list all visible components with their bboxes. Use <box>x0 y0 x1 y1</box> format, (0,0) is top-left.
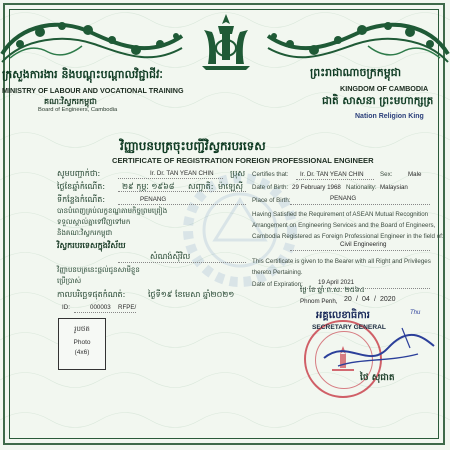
certifies-label: Certifies that: <box>252 171 289 178</box>
field-value: Civil Engineering <box>340 241 387 248</box>
pob-label-km: ទីកន្លែងកំណើត: <box>57 195 106 204</box>
nationality-value-km: ម៉ាឡេស៊ី <box>218 182 243 191</box>
dob-value-km: ២៩ កុម្ភៈ ១៩៦៨ <box>122 182 175 191</box>
photo-size: (4x6) <box>74 349 90 356</box>
dob-label: Date of Birth: <box>252 184 289 191</box>
expiry-value-km: ថ្ងៃទី១៩ ខែមេសា ឆ្នាំ២០២១ <box>148 290 235 299</box>
name-value: Ir. Dr. TAN YEAN CHIN <box>300 171 364 178</box>
pob-value-km-side: PENANG <box>140 196 167 203</box>
nationality-label: Nationality: <box>346 184 377 191</box>
field-underline <box>290 250 430 251</box>
satisfied-text-1: Having Satisfied the Requirement of ASEAN Mutual Recognition <box>252 211 429 218</box>
certificate-title-km: វិញ្ញាបនបត្រចុះបញ្ជីវិស្វករបរទេស <box>120 139 266 153</box>
photo-label-en: Photo <box>73 339 91 346</box>
expiry-value: 19 April 2021 <box>318 279 355 286</box>
kingdom-title-en: KINGDOM OF CAMBODIA <box>340 84 429 93</box>
sex-value: Male <box>408 171 422 178</box>
certificate: ក្រសួងការងារ និងបណ្តុះបណ្តាលវិជ្ជាជីវៈ MINISTRY OF LABOUR AND VOCATIONAL TRAINING គណៈវិស្វករកម្ពុជា Board of Engineers, Cambodia ព្រះរាជាណាចក្រកម្ពុជា KINGDOM OF CAMBODIA ជាតិ សាសនា ព្រះមហាក្សត្រ Nation Religion King វិញ្ញាបនបត្រចុះបញ្ជីវិស្វករបរទេស CERTIFICATE OF REGISTRATION FOREIGN PROFESSIONAL ENGINEER សូមបញ្ជាក់ថា: Ir. Dr. TAN YEAN CHIN ប្រុស ថ្ងៃខែឆ្នាំកំណើត: ២៩ កុម្ភៈ ១៩៦៨ សញ្ជាតិ: ម៉ាឡេស៊ី ទីកន្លែងកំណើត: PENANG បានបំពេញគ្រប់លក្ខខណ្ឌតាមកិច្ចព្រមព្រៀង ទទួលស្គាល់គ្នាទៅវិញទៅមក និងគណៈវិស្វករកម្ពុជា វិស្វករបរទេសក្នុងវិស័យ សំណង់ស៊ីវិល វិញ្ញាបនបត្រនេះផ្តល់ជូនសាមីខ្លួន ប្រើប្រាស់ កាលបរិច្ឆេទផុតកំណត់: ថ្ងៃទី១៩ ខែមេសា ឆ្នាំ២០២១ ID: 000003 RFPE/ រូបថត Photo (4x6) Certifies that: Ir. Dr. TAN YEAN CHIN Sex: Male Date of Birth: 29 February 1968 Nationality: Malaysian Place of Birth: PENANG Having Satisfied the Requirement of ASEAN Mutual Recognition Arrangement on Engineering Services and the Board of Engineers, Cambodia Registered as Foreign Professional Engineer in the field of: Civil Engineering This Certificate is given to the Bearer with all Right and Privileges thereto Pertaining. Date of Expiration: 19 April 2021 ថ្ងៃ ខែ ឆ្នាំ ព.ស. ២៥៦៤ Phnom Penh, 20 / 04 / 2020 អគ្គលេខាធិការ SECRETARY GENERAL Thu ថៃ សុជាត <box>0 0 450 450</box>
photo-placeholder <box>58 318 106 370</box>
rights-text-km-2: ប្រើប្រាស់ <box>57 277 82 285</box>
left-ornament-scroll <box>0 14 185 70</box>
sex-value-km: ប្រុស <box>230 169 246 178</box>
field-underline-km <box>118 262 246 263</box>
expiry-label: Date of Expiration: <box>252 281 303 288</box>
field-value-km: សំណង់ស៊ីវិល <box>150 252 191 261</box>
date-year: 2020 <box>380 296 396 303</box>
satisfied-text-km-3: និងគណៈវិស្វករកម្ពុជា <box>57 229 113 237</box>
city-label: Phnom Penh, <box>300 298 338 305</box>
motto-km: ជាតិ សាសនា ព្រះមហាក្សត្រ <box>322 95 434 107</box>
date-day: 20 <box>344 296 352 303</box>
name-label-km: សូមបញ្ជាក់ថា: <box>57 169 101 178</box>
secretary-general-km: អគ្គលេខាធិការ <box>316 310 370 321</box>
pob-underline <box>290 204 430 205</box>
certificate-title-en: CERTIFICATE OF REGISTRATION FOREIGN PROFESSIONAL ENGINEER <box>112 156 374 165</box>
secretary-general-en: SECRETARY GENERAL <box>312 324 386 331</box>
name-value-km-side: Ir. Dr. TAN YEAN CHIN <box>150 170 214 177</box>
id-value: 000003 <box>90 304 111 311</box>
pob-label: Place of Birth: <box>252 197 291 204</box>
ministry-title-km: ក្រសួងការងារ និងបណ្តុះបណ្តាលវិជ្ជាជីវៈ <box>2 68 163 81</box>
royal-coat-of-arms-emblem <box>196 12 256 72</box>
dob-value: 29 February 1968 <box>292 184 341 191</box>
photo-label-km: រូបថត <box>74 325 90 333</box>
id-underline <box>74 312 136 313</box>
satisfied-text-3: Cambodia Registered as Foreign Professional Engineer in the field of: <box>252 233 444 240</box>
sex-label: Sex: <box>380 171 393 178</box>
handwritten-signature <box>318 318 438 378</box>
name-underline <box>296 179 374 180</box>
dob-label-km: ថ្ងៃខែឆ្នាំកំណើត: <box>57 182 106 191</box>
board-title-km: គណៈវិស្វករកម្ពុជា <box>44 97 97 106</box>
field-label-km: វិស្វករបរទេសក្នុងវិស័យ <box>57 241 126 250</box>
motto-en: Nation Religion King <box>355 113 424 120</box>
date-line-km: ថ្ងៃ ខែ ឆ្នាំ ព.ស. ២៥៦៤ <box>300 286 365 294</box>
satisfied-text-km-1: បានបំពេញគ្រប់លក្ខខណ្ឌតាមកិច្ចព្រមព្រៀង <box>57 207 168 215</box>
kingdom-title-km: ព្រះរាជាណាចក្រកម្ពុជា <box>310 66 402 79</box>
name-underline-km <box>118 178 223 179</box>
right-ornament-scroll <box>266 14 450 70</box>
expiry-label-km: កាលបរិច្ឆេទផុតកំណត់: <box>57 290 126 299</box>
rights-text-1: This Certificate is given to the Bearer with all Right and Privileges <box>252 258 431 265</box>
rights-text-km-1: វិញ្ញាបនបត្រនេះផ្តល់ជូនសាមីខ្លួន <box>57 266 140 274</box>
ministry-title-en: MINISTRY OF LABOUR AND VOCATIONAL TRAINING <box>2 86 184 95</box>
dob-underline-km <box>118 191 246 192</box>
signatory-name-km: ថៃ សុជាត <box>360 373 395 383</box>
board-title-en: Board of Engineers, Cambodia <box>38 107 118 113</box>
satisfied-text-2: Arrangement on Engineering Services and the Board of Engineers, <box>252 222 436 229</box>
satisfied-text-km-2: ទទួលស្គាល់គ្នាទៅវិញទៅមក <box>57 218 131 226</box>
id-suffix: RFPE/ <box>118 304 137 311</box>
nationality-label-km: សញ្ជាតិ: <box>188 182 214 191</box>
pob-value: PENANG <box>330 195 357 202</box>
date-month: 04 <box>362 296 370 303</box>
rights-text-2: thereto Pertaining. <box>252 269 303 276</box>
nationality-value: Malaysian <box>380 184 408 191</box>
id-label: ID: <box>62 304 70 311</box>
pob-underline-km <box>118 204 246 205</box>
